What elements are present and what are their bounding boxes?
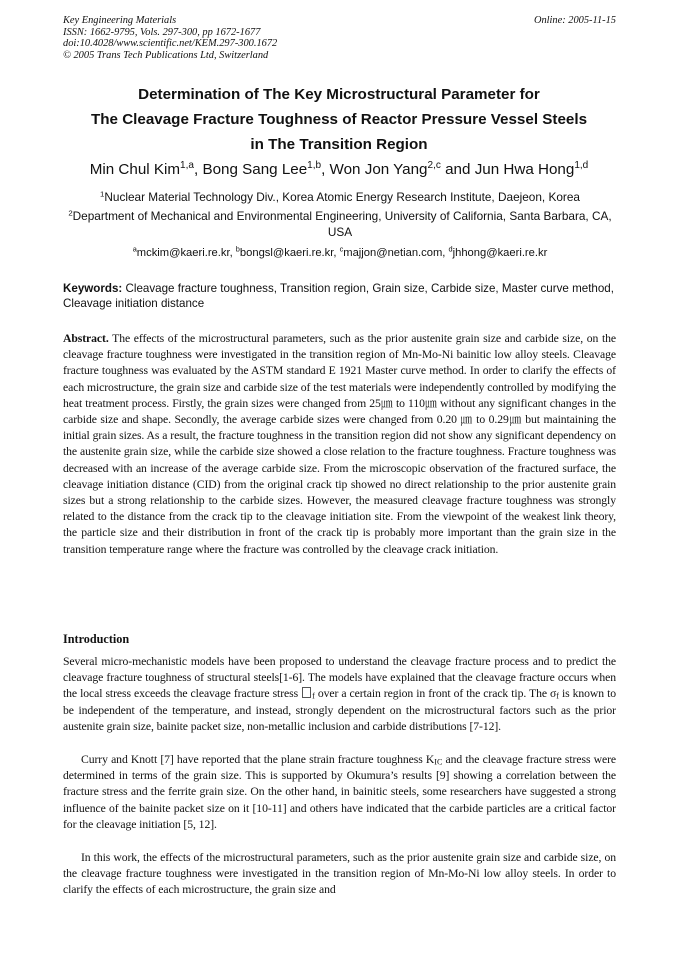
paper-title xyxy=(40,82,638,157)
email-marker: c xyxy=(339,244,344,254)
affiliation-1 xyxy=(62,190,618,206)
author-name: Min Chul Kim xyxy=(89,161,181,178)
copyright-line: © 2005 Trans Tech Publications Ltd, Switzerland xyxy=(63,49,269,61)
online-date: Online: 2005-11-15 xyxy=(533,15,616,26)
author-name: Jun Hwa Hong xyxy=(474,161,575,178)
author-conjunction: and xyxy=(445,161,471,178)
affiliation-2 xyxy=(62,209,618,240)
email-marker: a xyxy=(132,244,137,254)
author-name: Bong Sang Lee xyxy=(202,161,308,178)
journal-name: Key Engineering Materials xyxy=(63,15,177,26)
author-affil-marker: 1,b xyxy=(307,159,322,171)
abstract-text: The effects of the microstructural parameters, such as the prior austenite grain size and carbide size, on the cleavage fracture toughness were investigated in the transition region of Mn-Mo-Ni bainitic low alloy steels. Cleavage fracture toughness was evaluated by the ASTM standard E 1921 Master curve method. In order to clarify the effects of each microstructure, the grain size and carbide size of the test materials were independently controlled by modifying the heat treatment process. Firstly, the grain sizes were changed from 25㎛ to 110㎛ without any significant changes in the carbide size and shape. Secondly, the average carbide sizes were changed from 0.20 ㎛ to 0.29㎛ but maintaining the initial grain sizes. As a result, the fracture toughness in the transition region did not show any significant dependency on the austenite grain size, while the carbide size showed a close relation to the fracture toughness. Fracture toughness was decreased with an increase of the average carbide size. From the microscopic observation of the fractured surface, the cleavage initiation distance (CID) from the original crack tip showed no direct relationship to the prior austenite grain sizes but a strong relationship to the carbide sizes. However, the measured cleavage fracture toughness was strongly related to the distance from the crack tip to the cleavage initiation site. From the viewpoint of the weakest link theory, the particle size and their distribution in front of the crack tip is probably more important than the grain size in the transition temperature range where the fracture was controlled by the cleavage crack initiation. xyxy=(63,332,616,556)
keywords-text: Cleavage fracture toughness, Transition region, Grain size, Carbide size, Master curve method, Cleavage initiation distance xyxy=(63,282,614,310)
abstract xyxy=(63,331,616,558)
subscript: f xyxy=(556,692,559,702)
title-line-3: in The Transition Region xyxy=(250,136,428,153)
email-link[interactable]: majjon@netian.com, xyxy=(343,247,446,259)
intro-paragraph-2 xyxy=(63,752,616,833)
author-list: Min Chul Kim$^{1,a}$, Bong Sang Lee$^{1,b}$, Won Jon Yang$^{2,c}$ and Jun Hwa Hong$^{1,d}$ xyxy=(89,159,589,178)
abstract-label: Abstract. xyxy=(63,332,109,345)
title-line-2: The Cleavage Fracture Toughness of Reactor Pressure Vessel Steels xyxy=(90,111,588,128)
paragraph-text: is known to be independent of the temperature, and instead, strongly dependent on the microstructural factors such as the prior austenite grain size, bainite packet size, non-metallic inclusion and carbide distributions [7-12]. xyxy=(63,687,617,733)
keywords xyxy=(63,282,618,312)
affiliation-text: Department of Mechanical and Environmental Engineering, University of California, Santa Barbara, CA, USA xyxy=(72,209,612,239)
intro-paragraph-1 xyxy=(63,654,616,735)
journal-header xyxy=(63,15,616,61)
intro-paragraph-3: In this work, the effects of the microstructural parameters, such as the prior austenite grain size and carbide size, on the cleavage fracture toughness were investigated in the transition region of Mn-Mo-Ni low alloy steels. In order to clarify the effects of each microstructure, the grain size and xyxy=(63,851,616,897)
keywords-label: Keywords: xyxy=(63,282,123,295)
author-affil-marker: 2,c xyxy=(427,159,441,171)
issn-line: ISSN: 1662-9795, Vols. 297-300, pp 1672-1677 xyxy=(63,26,261,38)
affiliation-number: 2 xyxy=(68,208,73,218)
affiliation-text: Nuclear Material Technology Div., Korea Atomic Energy Research Institute, Daejeon, Korea xyxy=(104,190,580,204)
affiliation-number: 1 xyxy=(100,189,105,199)
author-affil-marker: 1,d xyxy=(574,159,589,171)
title-line-1: Determination of The Key Microstructural Parameter for xyxy=(138,86,540,103)
email-link[interactable]: bongsl@kaeri.re.kr, xyxy=(239,247,337,259)
email-marker: d xyxy=(448,244,453,254)
author-affil-marker: 1,a xyxy=(180,159,194,171)
doi-line: doi:10.4028/www.scientific.net/KEM.297-300.1672 xyxy=(63,38,278,50)
subscript: f xyxy=(312,692,315,702)
author-emails xyxy=(62,246,618,262)
section-heading-introduction: Introduction xyxy=(63,632,130,646)
email-link[interactable]: mckim@kaeri.re.kr, xyxy=(136,247,233,259)
email-link[interactable]: jhhong@kaeri.re.kr xyxy=(452,247,548,259)
subscript: IC xyxy=(434,757,443,767)
email-marker: b xyxy=(235,244,240,254)
paragraph-text: over a certain region in front of the crack tip. The σ xyxy=(317,687,557,701)
missing-glyph-box xyxy=(302,687,311,698)
paragraph-text: Curry and Knott [7] have reported that the plane strain fracture toughness K xyxy=(81,753,435,766)
author-name: Won Jon Yang xyxy=(329,161,428,178)
paragraph-text: Several micro-mechanistic models have been proposed to understand the cleavage fracture process and to predict the cleavage fracture toughness of structural steels[1-6]. The models have explained that the cleavage fracture occurs when the local stress exceeds the cleavage fracture stress xyxy=(63,655,616,701)
paragraph-text: and the cleavage fracture stress were determined in terms of the grain size. This is supported by Okumura’s results [9] showing a correlation between the fracture stress and the ferrite grain size. On the other hand, in bainitic steels, some researchers have suggested a strong influence of the bainite packet size on it [10-11] and others have indicated that the carbide particles are a critical factor for the cleavage initiation [5, 12]. xyxy=(63,753,616,831)
